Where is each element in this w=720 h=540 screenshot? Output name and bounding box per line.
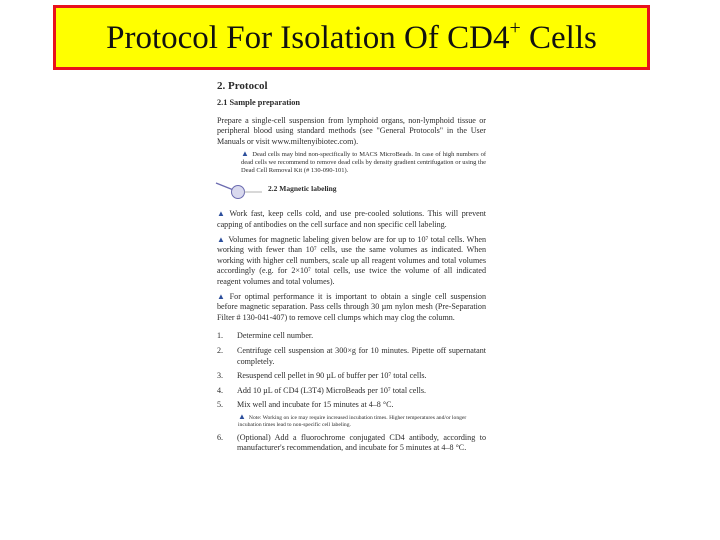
bullet-text: Volumes for magnetic labeling given below are for up to 10⁷ total cells. When working with fewer than 10⁷ cells, use the same volumes as indicated. When working with higher cell numbers, scale up all reagent volumes and total volumes accordingly (e.g. for 2×10⁷ total cells, use twice the volume of all indicated reagent volumes and total volumes). [217,234,486,286]
slide-title [106,16,597,57]
warning-triangle-icon: ▲ [241,149,250,159]
protocol-document [214,80,486,458]
warning-triangle-icon: ▲ [217,234,226,244]
magnetic-labeling-heading: 2.2 Magnetic labeling [268,184,337,194]
title-end-text: Cells [520,19,597,56]
protocol-step [217,346,486,367]
step-text: Determine cell number. [237,331,314,341]
step-number: 4. [217,385,224,395]
dead-cells-note [241,150,486,175]
step-number: 1. [217,331,224,341]
step-text: Mix well and incubate for 15 minutes at 4–8 °C. [237,400,394,410]
magnet-bead-icon [214,179,264,199]
bullet-text: For optimal performance it is important to obtain a single cell suspension before magnetic separation. Pass cells through 30 µm nylon mesh (Pre-Separation Filter # 130-041-407) to remove cell clumps which may clog the column. [217,291,486,322]
slide-title-box [53,5,650,70]
warning-triangle-icon: ▲ [238,411,246,421]
protocol-step [217,386,486,397]
labeling-bullet [217,235,486,288]
warning-triangle-icon: ▲ [217,209,227,219]
protocol-heading: 2. Protocol [217,80,268,92]
title-superscript: + [509,16,521,39]
step-text: Resuspend cell pellet in 90 µL of buffer per 10⁷ total cells. [237,371,427,381]
step5-note-text: Note: Working on ice may require increased incubation times. Higher temperatures and/or longer incubation times lead to non-specific cell labeling. [238,414,467,428]
labeling-bullet [217,209,486,230]
bullet-text: Work fast, keep cells cold, and use pre-cooled solutions. This will prevent capping of antibodies on the cell surface and non specific cell labeling. [217,209,486,229]
protocol-step [217,331,486,342]
protocol-step [217,400,486,411]
protocol-step [217,371,486,382]
step-text: (Optional) Add a fluorochrome conjugated CD4 antibody, according to manufacturer's recommendation, and incubate for 5 minutes at 4–8 °C. [237,432,486,453]
step-text: Centrifuge cell suspension at 300×g for 10 minutes. Pipette off supernatant completely. [237,345,486,366]
warning-triangle-icon: ▲ [217,291,227,301]
step-number: 6. [217,432,224,442]
step-number: 3. [217,371,224,381]
sample-preparation-text: Prepare a single-cell suspension from lymphoid organs, non-lymphoid tissue or peripheral blood using standard methods (see "General Protocols" in the User Manuals or visit www.miltenyibiotec.com). [217,115,486,146]
title-main-text: Protocol For Isolation Of CD4 [106,19,510,56]
sample-preparation-heading: 2.1 Sample preparation [217,98,301,107]
protocol-steps [214,331,486,454]
step-number: 5. [217,400,224,410]
labeling-bullet [217,292,486,324]
magnetic-labeling-header [214,179,486,199]
step5-note [238,413,486,429]
step-number: 2. [217,345,224,355]
protocol-step [217,433,486,454]
step-text: Add 10 µL of CD4 (L3T4) MicroBeads per 10⁷ total cells. [237,385,427,395]
dead-cells-note-text: Dead cells may bind non-specifically to MACS MicroBeads. In case of high numbers of dead cells we recommend to remove dead cells by density gradient centrifugation or using the Dead Cell Removal Kit (# 130-090-101). [241,151,486,175]
